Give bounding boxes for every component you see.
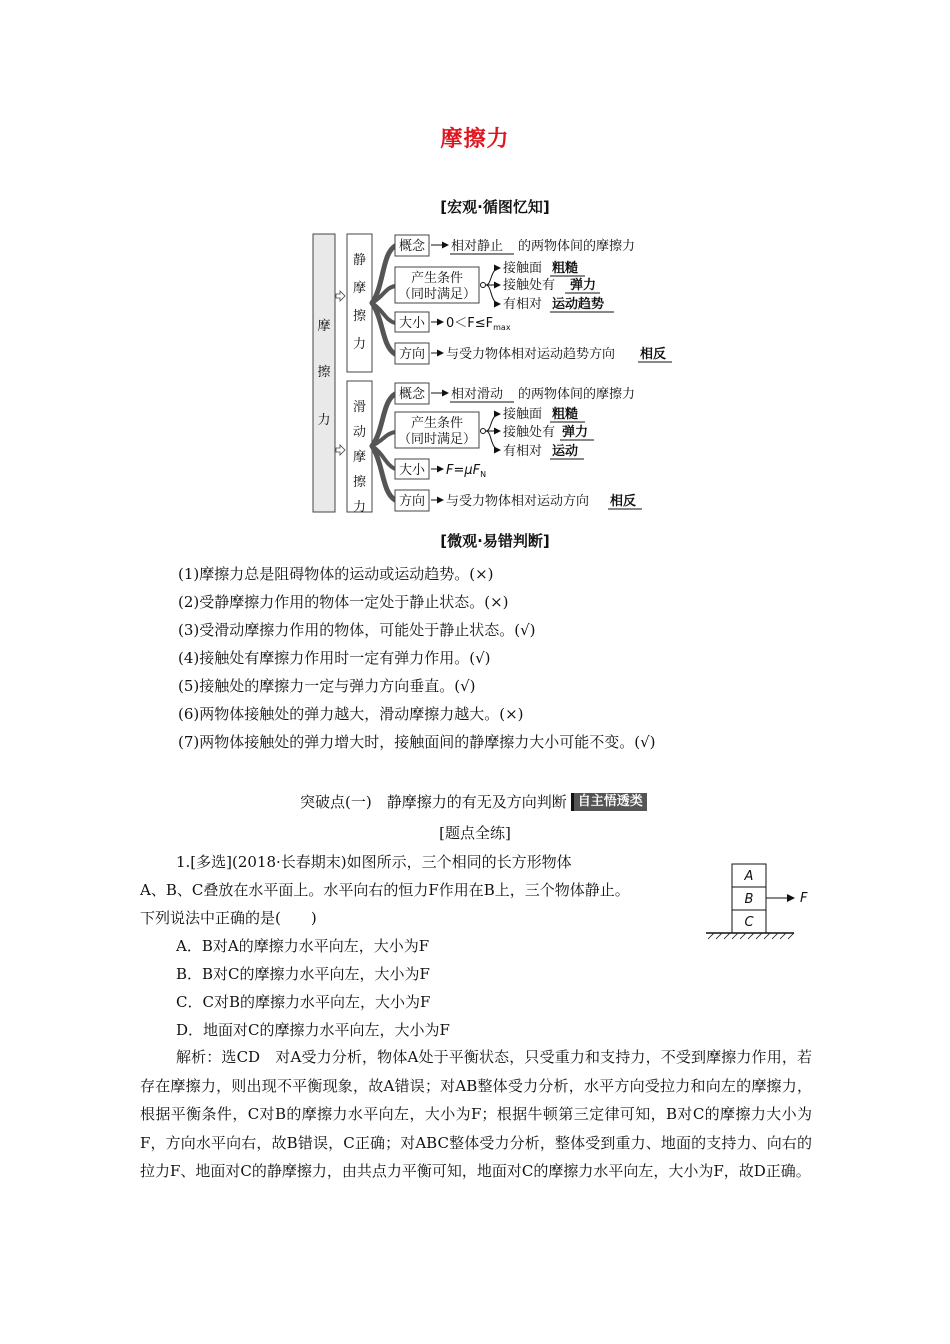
question-line: A、B、C叠放在水平面上。水平向右的恒力F作用在B上，三个物体静止。 xyxy=(140,881,630,899)
diagram-text: 接触处有 xyxy=(503,425,556,440)
diagram-text: 相对静止 xyxy=(451,239,504,254)
diagram-text: 接触面 xyxy=(503,261,543,276)
diagram-text: 接触面 xyxy=(503,407,543,422)
force-label: F xyxy=(800,891,808,906)
diagram-text: 接触处有 xyxy=(503,278,556,293)
diagram-text: 有相对 xyxy=(503,297,543,312)
vertical-label-char: 滑 xyxy=(352,400,367,415)
blocks-figure xyxy=(700,860,820,944)
list-item: (1)摩擦力总是阻碍物体的运动或运动趋势。(×) xyxy=(178,565,494,583)
option-c: C．C对B的摩擦力水平向左，大小为F xyxy=(176,993,431,1011)
diagram-text: max xyxy=(493,323,511,332)
vertical-label-char: 动 xyxy=(352,425,367,440)
block-b-label: B xyxy=(744,892,754,907)
diagram-text: 大小 xyxy=(398,316,426,331)
diagram-text: 的两物体间的摩擦力 xyxy=(518,387,636,402)
vertical-label-char: 力 xyxy=(352,500,367,515)
root-label-3: 力 xyxy=(317,413,331,428)
list-item: (5)接触处的摩擦力一定与弹力方向垂直。(√) xyxy=(178,677,476,695)
hollow-arrow-icon xyxy=(336,291,345,301)
diagram-text: 产生条件 xyxy=(410,416,464,431)
vertical-label-char: 力 xyxy=(352,337,367,352)
diagram-text: 弹力 xyxy=(562,425,589,440)
diagram-text: 概念 xyxy=(398,239,426,254)
option-b: B．B对C的摩擦力水平向左，大小为F xyxy=(176,965,430,983)
diagram-text: 相对滑动 xyxy=(451,387,504,402)
diagram-text: 概念 xyxy=(398,387,426,402)
list-item: (3)受滑动摩擦力作用的物体，可能处于静止状态。(√) xyxy=(178,621,536,639)
diagram-text: 弹力 xyxy=(570,278,597,293)
breakpoint-heading xyxy=(300,791,647,812)
vertical-label-char: 摩 xyxy=(352,281,367,296)
diagram-text: 运动趋势 xyxy=(552,297,605,312)
list-item: (4)接触处有摩擦力作用时一定有弹力作用。(√) xyxy=(178,649,491,667)
block-a-label: A xyxy=(744,869,754,884)
vertical-label-char: 静 xyxy=(352,253,367,268)
option-d: D．地面对C的摩擦力水平向左，大小为F xyxy=(176,1021,450,1039)
diagram-text: 相反 xyxy=(640,347,667,362)
question-line: 1.[多选](2018·长春期末)如图所示，三个相同的长方形物体 xyxy=(176,853,572,871)
diagram-text: （同时满足） xyxy=(397,432,477,447)
judgment-list xyxy=(178,560,656,756)
vertical-label-char: 摩 xyxy=(352,450,367,465)
diagram-text: 方向 xyxy=(398,494,426,509)
diagram-text: 0＜F≤F xyxy=(446,316,494,331)
category-badge: 自主悟透类 xyxy=(571,793,647,811)
sub-heading: [题点全练] xyxy=(439,824,511,842)
diagram-text: 产生条件 xyxy=(410,271,464,286)
hollow-arrow-icon xyxy=(336,445,345,455)
diagram-text: 有相对 xyxy=(503,444,543,459)
breakpoint-title: 突破点(一) 静摩擦力的有无及方向判断 xyxy=(300,793,567,811)
diagram-text: 与受力物体相对运动方向 xyxy=(446,494,590,509)
list-item: (7)两物体接触处的弹力增大时，接触面间的静摩擦力大小可能不变。(√) xyxy=(178,733,656,751)
vertical-label-char: 擦 xyxy=(352,475,367,490)
diagram-text: 方向 xyxy=(398,347,426,362)
diagram-text: F=μF xyxy=(446,463,481,478)
root-label-2: 擦 xyxy=(317,365,331,380)
diagram-text: 大小 xyxy=(398,463,426,478)
diagram-text: 相反 xyxy=(610,494,637,509)
analysis-paragraph: 解析：选CD 对A受力分析，物体A处于平衡状态，只受重力和支持力，不受到摩擦力作用，若存在摩擦力，则出现不平衡现象，故A错误；对AB整体受力分析，水平方向受拉力和向左的摩擦力，根据平衡条件，C对B的摩擦力水平向左，大小为F；根据牛顿第三定律可知，B对C的摩擦力大小为F，方向水平向右，故B错误，C正确；对ABC整体受力分析，整体受到重力、地面的支持力、向右的拉力F、地面对C的静摩擦力，由共点力平衡可知，地面对C的摩擦力水平向左，大小为F，故D正确。 xyxy=(140,1048,812,1180)
static-size-text xyxy=(446,316,511,332)
root-label-1: 摩 xyxy=(317,319,331,334)
vertical-label-char: 擦 xyxy=(352,309,367,324)
diagram-text: N xyxy=(480,470,487,479)
sliding-size-text xyxy=(446,463,486,479)
question-stem xyxy=(140,848,700,932)
diagram-text: 运动 xyxy=(552,444,579,459)
block-c-label: C xyxy=(744,915,754,930)
list-item: (2)受静摩擦力作用的物体一定处于静止状态。(×) xyxy=(178,593,509,611)
section-heading-macro: [宏观·循图忆知] xyxy=(440,198,550,216)
diagram-text: （同时满足） xyxy=(397,287,477,302)
section-heading-micro: [微观·易错判断] xyxy=(440,532,550,550)
diagram-text: 与受力物体相对运动趋势方向 xyxy=(446,347,616,362)
diagram-text: 粗糙 xyxy=(552,407,579,422)
question-line: 下列说法中正确的是( ) xyxy=(140,909,317,927)
concept-diagram xyxy=(300,226,700,522)
page-title: 摩擦力 xyxy=(440,127,510,152)
options-list xyxy=(176,932,450,1044)
list-item: (6)两物体接触处的弹力越大，滑动摩擦力越大。(×) xyxy=(178,705,524,723)
option-a: A．B对A的摩擦力水平向左，大小为F xyxy=(176,937,430,955)
diagram-text: 粗糙 xyxy=(552,261,579,276)
diagram-text: 的两物体间的摩擦力 xyxy=(518,239,636,254)
